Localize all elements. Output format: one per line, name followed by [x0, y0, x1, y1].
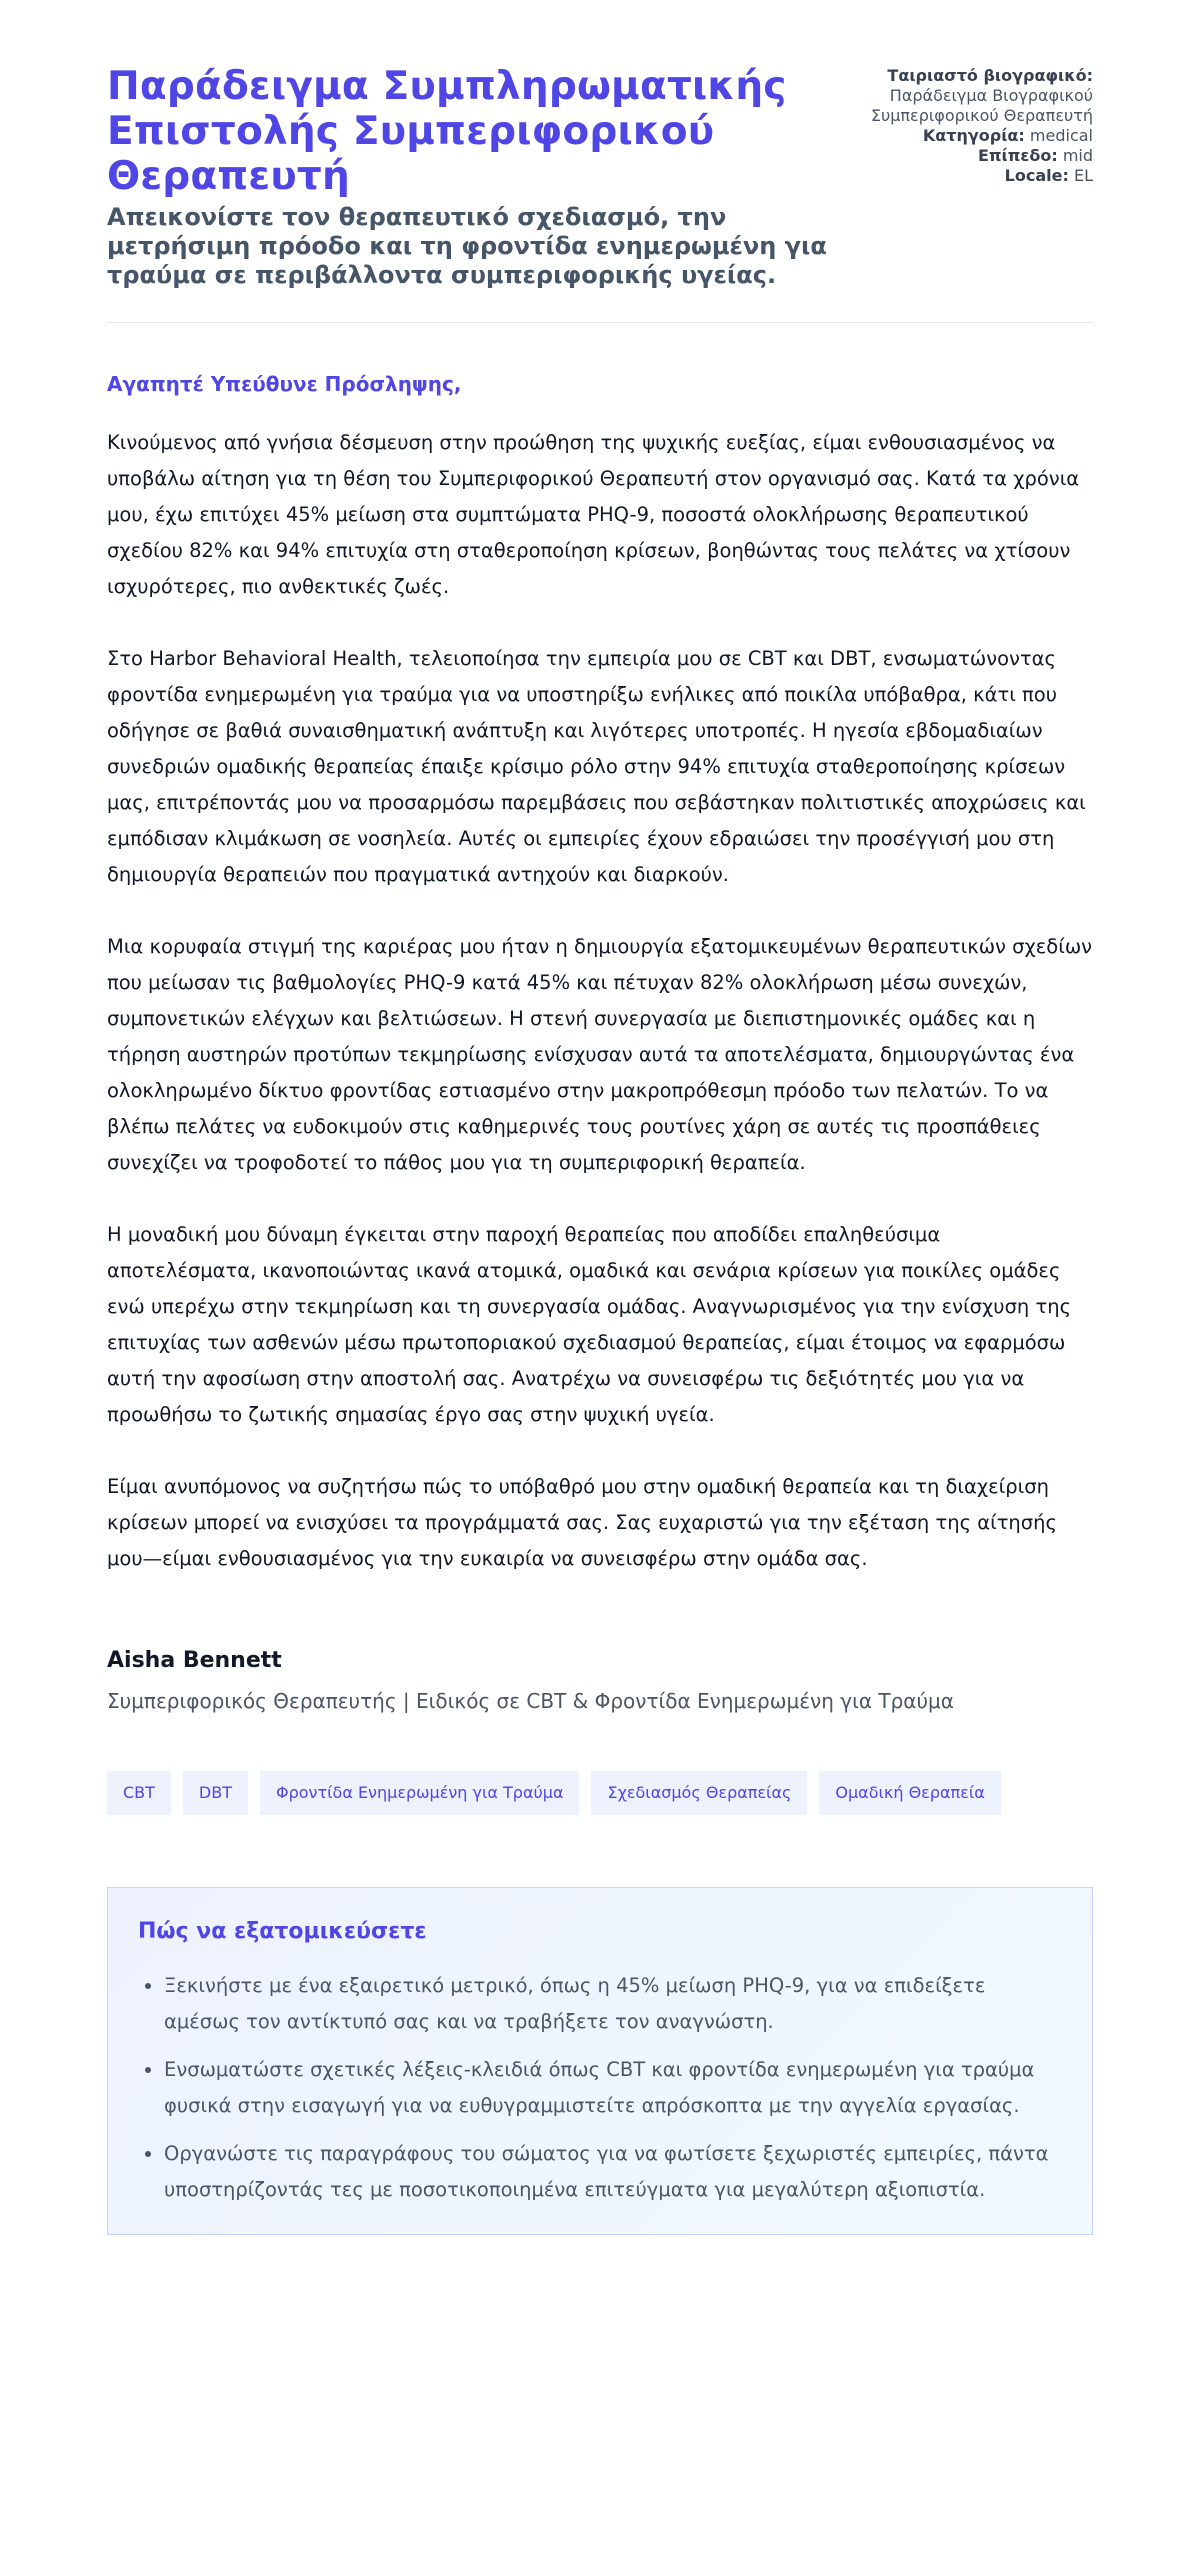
tip-item: • Οργανώστε τις παραγράφους του σώματος για να φωτίσετε ξεχωριστές εμπειρίες, πάντα υποστηρίζοντάς τες με ποσοτικοποιημένα επιτεύγματα για μεγαλύτερη αξιοπιστία.	[164, 2136, 1062, 2208]
meta-category-label: Κατηγορία:	[922, 126, 1025, 145]
letter-body	[107, 425, 1093, 1577]
body-paragraph: Η μοναδική μου δύναμη έγκειται στην παροχή θεραπείας που αποδίδει επαληθεύσιμα αποτελέσματα, ικανοποιώντας ικανά ατομικά, ομαδικά και σενάρια κρίσεων για ποικίλες ομάδες ενώ υπερέχω στην τεκμηρίωση και τη συνεργασία ομάδας. Αναγνωρισμένος για την ενίσχυση της επιτυχίας των ασθενών μέσω πρωτοποριακού σχεδιασμού θεραπείας, είμαι έτοιμος να εφαρμόσω αυτή την αφοσίωση στην αποστολή σας. Ανατρέχω να συνεισφέρω τις δεξιότητές μου για να προωθήσω το ζωτικής σημασίας έργο σας στην ψυχική υγεία.	[107, 1223, 1072, 1426]
skill-tag: Ομαδική Θεραπεία	[819, 1771, 1000, 1815]
skill-tag: CBT	[107, 1771, 171, 1815]
body-paragraph: Στο Harbor Behavioral Health, τελειοποίησα την εμπειρία μου σε CBT και DBT, ενσωματώνοντας φροντίδα ενημερωμένη για τραύμα για να υποστηρίξω ενήλικες από ποικίλα υπόβαθρα, κάτι που οδήγησε σε βαθιά συναισθηματική ανάπτυξη και λιγότερες υποτροπές. Η ηγεσία εβδομαδιαίων συνεδριών ομαδικής θεραπείας έπαιξε κρίσιμο ρόλο στην 94% επιτυχία σταθεροποίησης κρίσεων μας, επιτρέποντάς μου να προσαρμόσω παρεμβάσεις που σεβάστηκαν πολιτιστικές αποχρώσεις και εμπόδισαν κλιμάκωση σε νοσηλεία. Αυτές οι εμπειρίες έχουν εδραιώσει την προσέγγισή μου στη δημιουργία θεραπειών που πραγματικά αντηχούν και διαρκούν.	[107, 647, 1086, 886]
page-header	[107, 64, 1093, 290]
meta-profile-label: Ταιριαστό βιογραφικό:	[887, 66, 1093, 85]
meta-locale	[853, 166, 1093, 186]
skill-tag: DBT	[183, 1771, 248, 1815]
header-divider	[107, 322, 1093, 323]
meta-level	[853, 146, 1093, 166]
tip-item: • Ξεκινήστε με ένα εξαιρετικό μετρικό, όπως η 45% μείωση PHQ-9, για να επιδείξετε αμέσως τον αντίκτυπό σας και να τραβήξετε τον αναγνώστη.	[164, 1968, 1062, 2040]
tip-item: • Ενσωματώστε σχετικές λέξεις-κλειδιά όπως CBT και φροντίδα ενημερωμένη για τραύμα φυσικά στην εισαγωγή για να ευθυγραμμιστείτε απρόσκοπτα με την αγγελία εργασίας.	[164, 2052, 1062, 2124]
meta-category	[853, 126, 1093, 146]
body-paragraph: Μια κορυφαία στιγμή της καριέρας μου ήταν η δημιουργία εξατομικευμένων θεραπευτικών σχεδίων που μείωσαν τις βαθμολογίες PHQ-9 κατά 45% και πέτυχαν 82% ολοκλήρωση μέσω συνεχών, συμπονετικών ελέγχων και βελτιώσεων. Η στενή συνεργασία με διεπιστημονικές ομάδες και η τήρηση αυστηρών προτύπων τεκμηρίωσης ενίσχυσαν αυτά τα αποτελέσματα, δημιουργώντας ένα ολοκληρωμένο δίκτυο φροντίδας εστιασμένο στην μακροπρόθεσμη πρόοδο των πελατών. Το να βλέπω πελάτες να ευδοκιμούν στις καθημερινές τους ρουτίνες χάρη σε αυτές τις προσπάθειες συνεχίζει να τροφοδοτεί το πάθος μου για τη συμπεριφορική θεραπεία.	[107, 935, 1093, 1174]
body-paragraph: Κινούμενος από γνήσια δέσμευση στην προώθηση της ψυχικής ευεξίας, είμαι ενθουσιασμένος να υποβάλω αίτηση για τη θέση του Συμπεριφορικού Θεραπευτή στον οργανισμό σας. Κατά τα χρόνια μου, έχω επιτύχει 45% μείωση στα συμπτώματα PHQ-9, ποσοστά ολοκλήρωσης θεραπευτικού σχεδίου 82% και 94% επιτυχία στη σταθεροποίηση κρίσεων, βοηθώντας τους πελάτες να χτίσουν ισχυρότερες, πιο ανθεκτικές ζωές.	[107, 431, 1080, 598]
meta-profile-value: Παράδειγμα Βιογραφικού Συμπεριφορικού Θεραπευτή	[870, 86, 1093, 125]
page-subtitle: Απεικονίστε τον θεραπευτικό σχεδιασμό, την μετρήσιμη πρόοδο και τη φροντίδα ενημερωμένη για τραύμα σε περιβάλλοντα συμπεριφορικής υγείας.	[107, 203, 827, 289]
tips-list	[138, 1968, 1062, 2208]
header-titles	[107, 64, 837, 290]
meta-level-value: mid	[1062, 146, 1093, 165]
meta-level-label: Επίπεδο:	[977, 146, 1058, 165]
tips-title: Πώς να εξατομικεύσετε	[138, 1919, 427, 1944]
signature-name: Aisha Bennett	[107, 1648, 282, 1673]
meta-locale-value: EL	[1073, 166, 1093, 185]
meta-profile	[853, 66, 1093, 126]
meta-category-value: medical	[1029, 126, 1093, 145]
signature-title: Συμπεριφορικός Θεραπευτής | Ειδικός σε CBT & Φροντίδα Ενημερωμένη για Τραύμα	[107, 1689, 954, 1713]
skill-tag: Σχεδιασμός Θεραπείας	[591, 1771, 807, 1815]
body-paragraph: Είμαι ανυπόμονος να συζητήσω πώς το υπόβαθρό μου στην ομαδική θεραπεία και τη διαχείριση κρίσεων μπορεί να ενισχύσει τα προγράμματά σας. Σας ευχαριστώ για την εξέταση της αίτησής μου—είμαι ενθουσιασμένος για την ευκαιρία να συνεισφέρω στην ομάδα σας.	[107, 1475, 1057, 1570]
salutation: Αγαπητέ Υπεύθυνε Πρόσληψης,	[107, 372, 462, 396]
skill-tag: Φροντίδα Ενημερωμένη για Τραύμα	[260, 1771, 579, 1815]
meta-panel	[853, 66, 1093, 186]
page-title: Παράδειγμα Συμπληρωματικής Επιστολής Συμπεριφορικού Θεραπευτή	[107, 64, 787, 199]
customization-tips-box	[107, 1887, 1093, 2235]
meta-locale-label: Locale:	[1004, 166, 1069, 185]
skill-tags	[107, 1771, 1093, 1815]
